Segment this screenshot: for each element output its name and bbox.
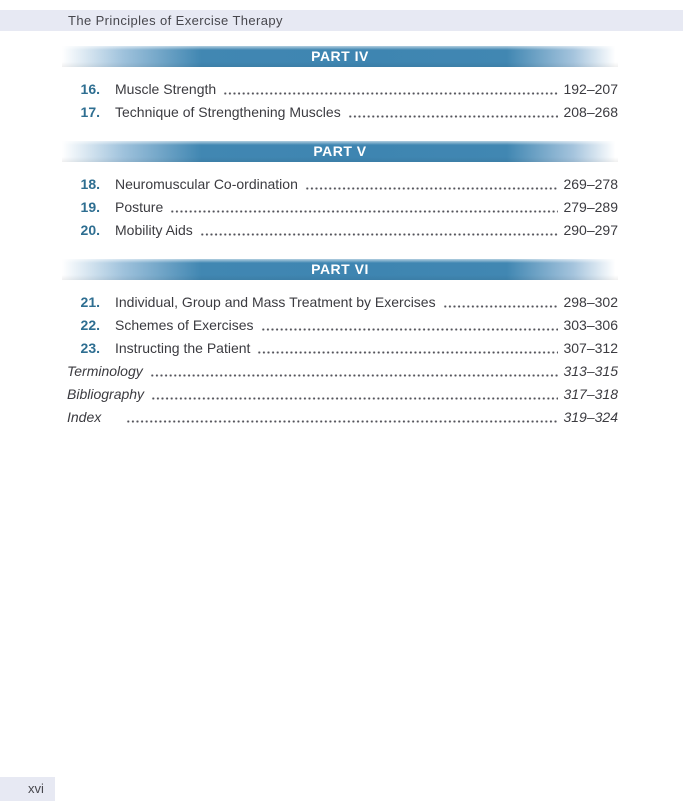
toc-entry-18 bbox=[62, 173, 618, 196]
dot-leader bbox=[348, 101, 559, 124]
page-number: xvi bbox=[28, 781, 44, 796]
toc-entry-terminology bbox=[62, 360, 618, 383]
toc-entry-bibliography bbox=[62, 383, 618, 406]
part-banner-6 bbox=[62, 259, 618, 280]
chapter-title: Individual, Group and Mass Treatment by Exercises bbox=[115, 294, 436, 310]
chapter-number: 20. bbox=[80, 222, 100, 238]
part-banner-label: PART IV bbox=[311, 48, 369, 64]
part-banner-label: PART V bbox=[313, 143, 367, 159]
toc-entry-23 bbox=[62, 337, 618, 360]
dot-leader bbox=[261, 314, 559, 337]
back-matter-title: Terminology bbox=[67, 363, 143, 379]
page-range: 317–318 bbox=[563, 386, 618, 402]
page-range: 269–278 bbox=[563, 176, 618, 192]
page-range: 298–302 bbox=[563, 294, 618, 310]
toc-entry-21 bbox=[62, 291, 618, 314]
page-range: 279–289 bbox=[563, 199, 618, 215]
dot-leader bbox=[257, 337, 558, 360]
page-range: 307–312 bbox=[563, 340, 618, 356]
page-range: 208–268 bbox=[563, 104, 618, 120]
chapter-title: Schemes of Exercises bbox=[115, 317, 254, 333]
dot-leader bbox=[200, 219, 559, 242]
page-range: 313–315 bbox=[563, 363, 618, 379]
back-matter-title: Bibliography bbox=[67, 386, 145, 402]
toc-entry-index bbox=[62, 406, 618, 429]
part-banner-5 bbox=[62, 141, 618, 162]
chapter-number: 18. bbox=[80, 176, 100, 192]
chapter-title: Instructing the Patient bbox=[115, 340, 251, 356]
chapter-title: Technique of Strengthening Muscles bbox=[115, 104, 341, 120]
page-range: 303–306 bbox=[563, 317, 618, 333]
chapter-number: 23. bbox=[80, 340, 100, 356]
back-matter-title: Index bbox=[67, 409, 102, 425]
dot-leader bbox=[223, 78, 558, 101]
dot-leader bbox=[305, 173, 559, 196]
toc-entry-17 bbox=[62, 101, 618, 124]
page-range: 319–324 bbox=[563, 409, 618, 425]
dot-leader bbox=[170, 196, 558, 219]
dot-leader bbox=[151, 383, 558, 406]
chapter-title: Neuromuscular Co-ordination bbox=[115, 176, 298, 192]
dot-leader bbox=[443, 291, 559, 314]
toc-entry-19 bbox=[62, 196, 618, 219]
toc-entry-22 bbox=[62, 314, 618, 337]
dot-leader bbox=[150, 360, 559, 383]
toc-section-part-4 bbox=[62, 78, 618, 124]
chapter-number: 16. bbox=[80, 81, 100, 97]
folio-band bbox=[0, 777, 55, 801]
chapter-number: 19. bbox=[80, 199, 100, 215]
running-header bbox=[0, 10, 683, 31]
toc-section-part-6 bbox=[62, 291, 618, 429]
part-banner-label: PART VI bbox=[311, 261, 369, 277]
chapter-number: 22. bbox=[80, 317, 100, 333]
chapter-title: Muscle Strength bbox=[115, 81, 217, 97]
toc-entry-16 bbox=[62, 78, 618, 101]
chapter-number: 17. bbox=[80, 104, 100, 120]
toc-entry-20 bbox=[62, 219, 618, 242]
chapter-number: 21. bbox=[80, 294, 100, 310]
chapter-title: Posture bbox=[115, 199, 164, 215]
part-banner-4 bbox=[62, 46, 618, 67]
toc-section-part-5 bbox=[62, 173, 618, 242]
book-title: The Principles of Exercise Therapy bbox=[68, 13, 283, 28]
chapter-title: Mobility Aids bbox=[115, 222, 193, 238]
page-range: 290–297 bbox=[563, 222, 618, 238]
page-range: 192–207 bbox=[563, 81, 618, 97]
dot-leader bbox=[126, 406, 558, 429]
